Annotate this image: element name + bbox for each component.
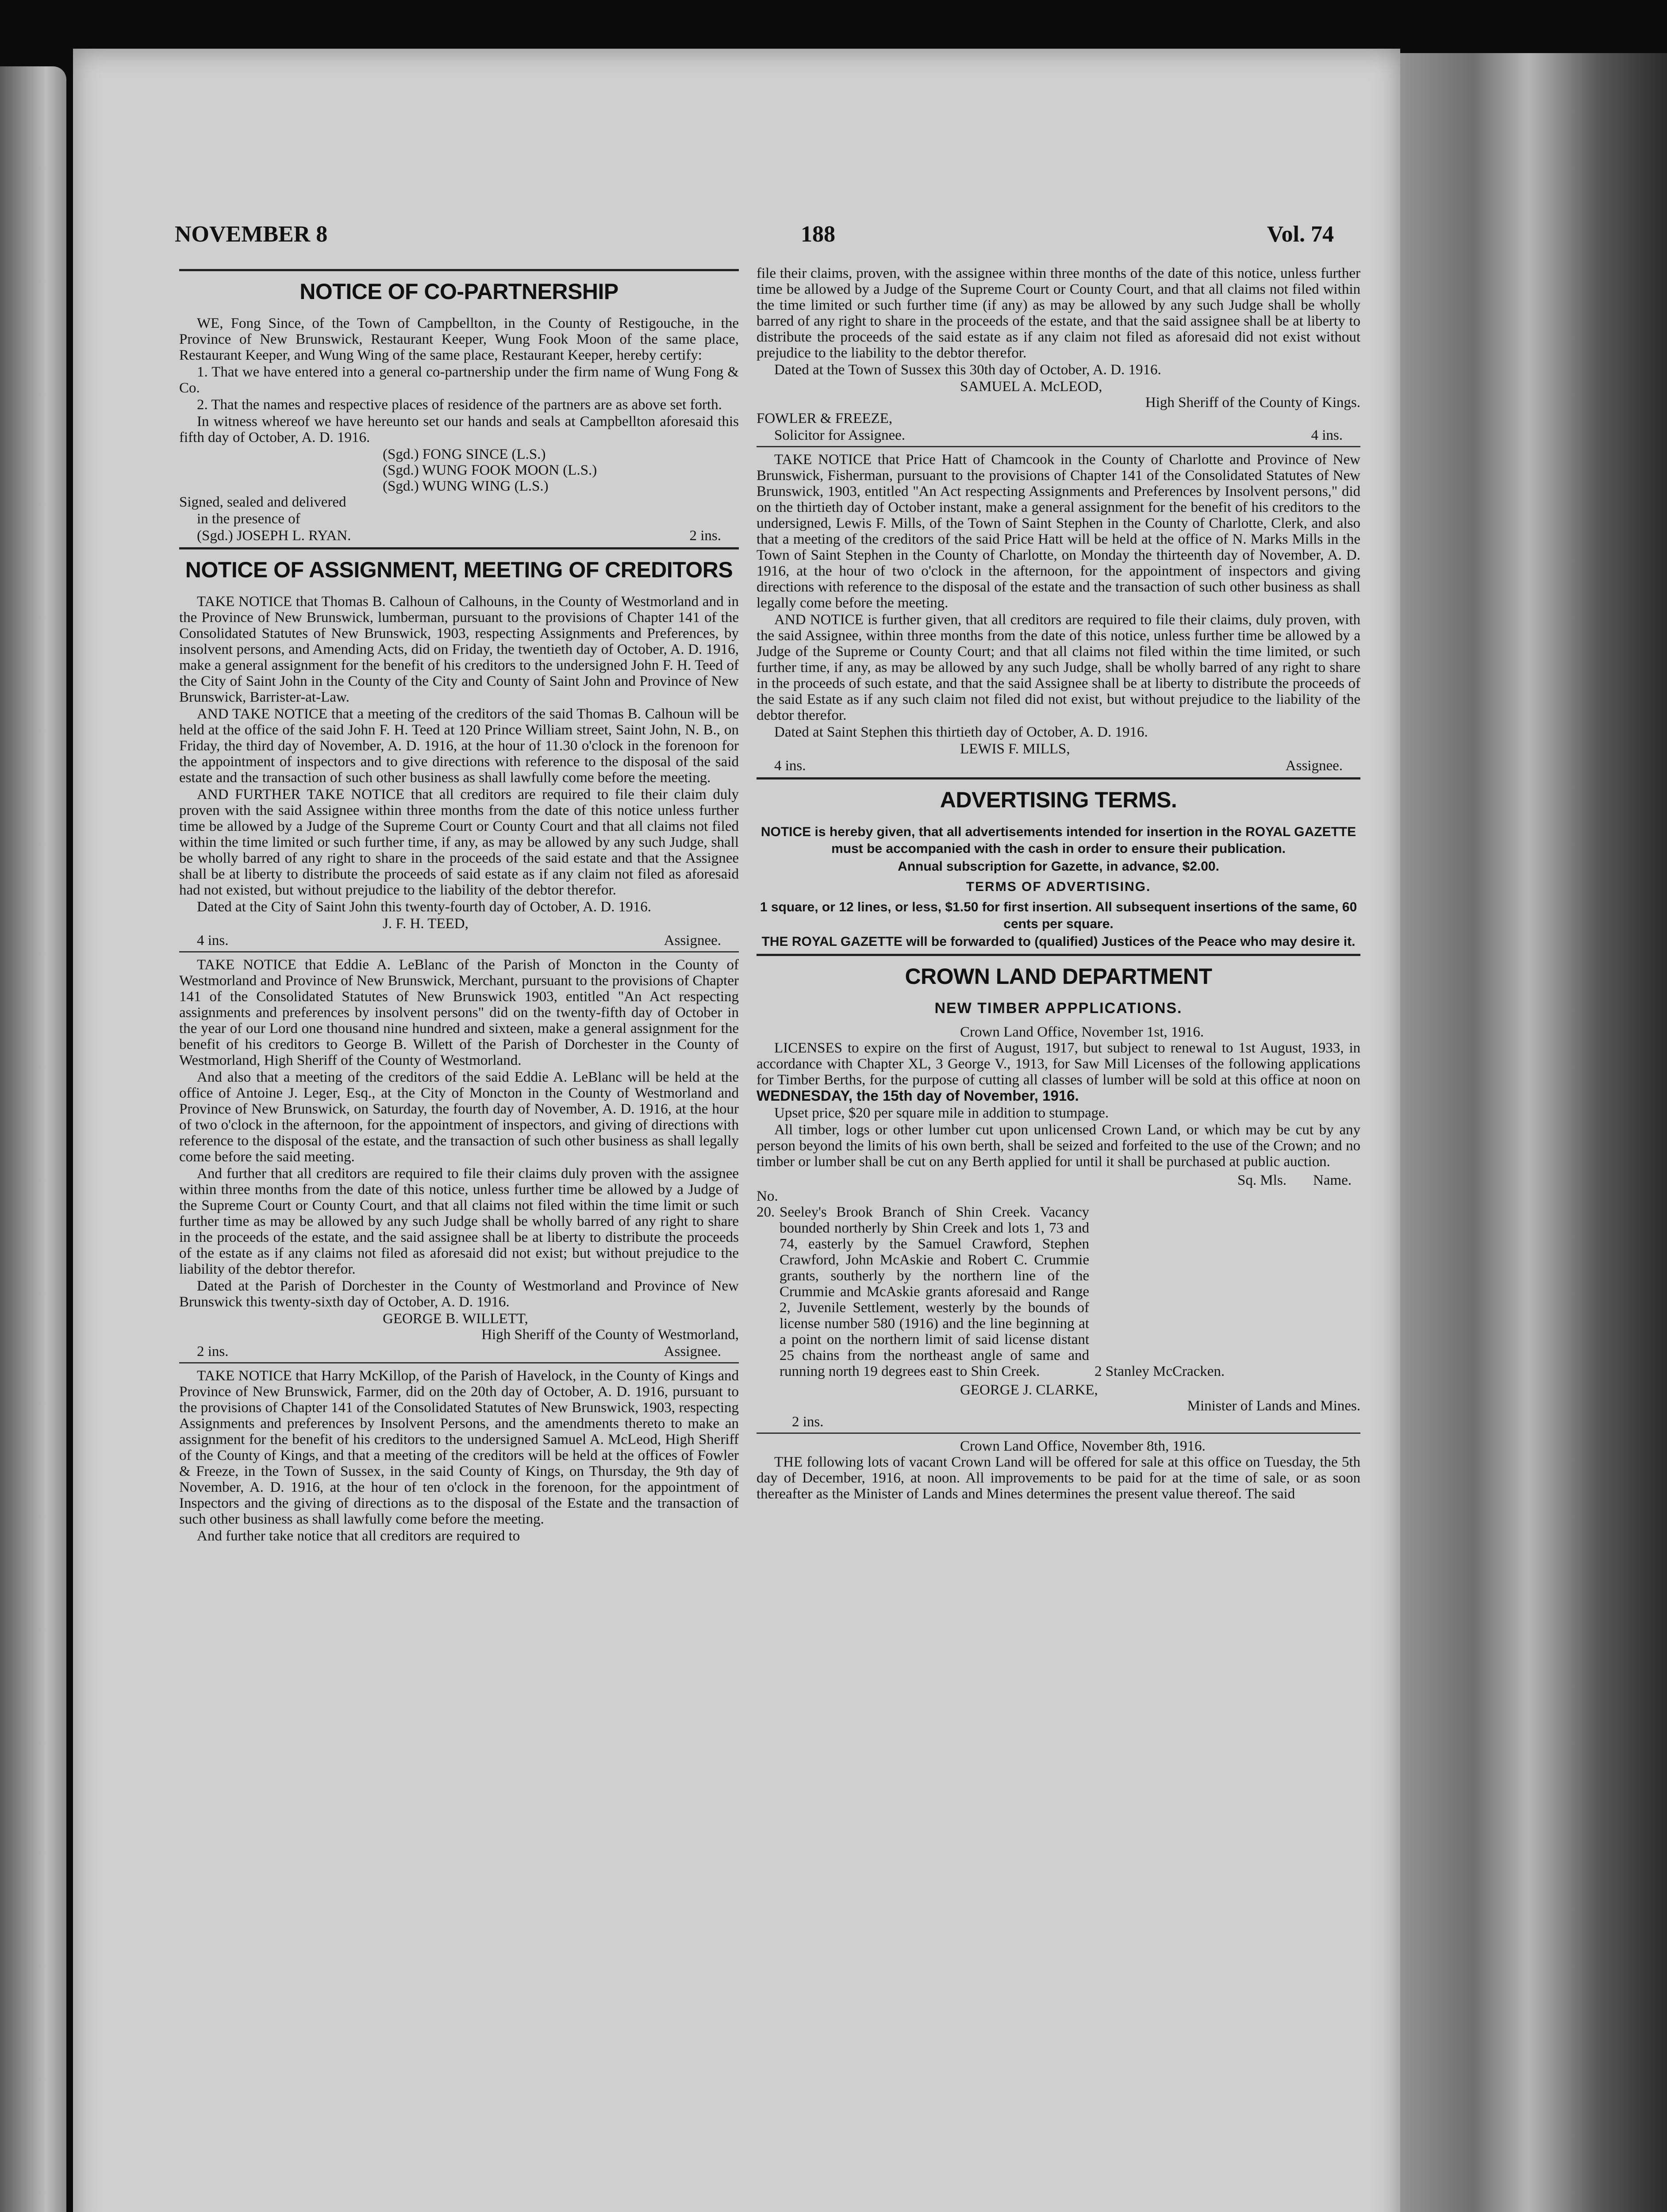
calhoun-signature: J. F. H. TEED, — [383, 916, 469, 932]
divider — [757, 954, 1360, 956]
gazette-page — [73, 49, 1400, 2212]
divider — [757, 777, 1360, 780]
divider — [757, 1432, 1360, 1434]
solicitor-role: Solicitor for Assignee. — [774, 427, 906, 443]
table-header — [757, 1172, 1360, 1188]
leblanc-notice: TAKE NOTICE that Eddie A. LeBlanc of the Parish of Moncton in the County of Westmorland and Province of New Brunswick, Merchant, pursuant to the provisions of Chapter 141 of the Consolidated Statutes of New Brunswick 1903, entitled "An Act respecting assignments and preferences by insolvent persons" did on the twenty-fifth day of October in the year of our Lord one thousand nine hundred and sixteen, make a general assignment for the benefit of his creditors to George B. Willett of the Parish of Dorchester in the County of Westmorland, High Sheriff of the County of Westmorland. — [179, 957, 739, 1068]
mckillop-footer — [757, 427, 1360, 443]
divider — [179, 951, 739, 952]
hatt-notice: TAKE NOTICE that Price Hatt of Chamcook in the County of Charlotte and Province of New Brunswick, Fisherman, pursuant to the provisions of Chapter 141 of the Consolidated Statutes of New Brunswick, 1903, entitled "An Act respecting Assignments and Preferences by Insolvent persons," did on the thirtieth day of October instant, make a general assignment for the benefit of his creditors to the undersigned, Lewis F. Mills, of the Town of Saint Stephen in the County of Charlotte, Clerk, and also that a meeting of the creditors of the said Price Hatt will be held at the office of N. Marks Mills in the Town of Saint Stephen in the County of Charlotte, on Monday the thirteenth day of November, A. D. 1916, at the hour of two o'clock in the afternoon, for the appointment of inspectors and giving directions with reference to the disposal of the estate and the transaction of such other business as shall legally come before the meeting. — [757, 452, 1360, 611]
divider — [757, 446, 1360, 447]
calhoun-notice: TAKE NOTICE that Thomas B. Calhoun of Calhouns, in the County of Westmorland and in the Province of New Brunswick, lumberman, pursuant to the provisions of Chapter 141 of the Consolidated Statutes of New Brunswick, 1903, respecting Assignments and Preferences, by insolvent persons, and Amending Acts, did on Friday, the twentieth day of October, A. D. 1916, make a general assignment for the benefit of his creditors to the undersigned John F. H. Teed of the City of Saint John in the County of the City and County of Saint John and Province of New Brunswick, Barrister-at-Law. — [179, 594, 739, 705]
calhoun-footer — [179, 933, 739, 949]
signatory-role: Assignee. — [1285, 758, 1343, 774]
left-page-edge — [0, 66, 66, 2212]
timber-lots-table — [757, 1172, 1360, 1379]
solicitor-name: FOWLER & FREEZE, — [757, 411, 893, 426]
leblanc-claims: And further that all creditors are required to file their claims duly proven with the assignee within three months from the date of this notice, unless further time be allowed by a Judge of the Supreme Court or County Court, and that all claims not filed within the time limit or such further time as may be allowed by any such Judge shall be wholly barred of any right to share in the proceeds of the estate, and the said assignee shall be at liberty to distribute the proceeds of the estate as if any claims not filed as aforesaid did not exist; but without prejudice to the liability of the debtor therefor. — [179, 1166, 739, 1277]
crown-land-subheading: NEW TIMBER APPPLICATIONS. — [934, 1000, 1183, 1017]
copartnership-intro: WE, Fong Since, of the Town of Campbellton, in the County of Restigouche, in the Province of New Brunswick, Restaurant Keeper, Wung Fook Moon of the same place, Restaurant Keeper, and Wung Wing of the same place, Restaurant Keeper, hereby certify: — [179, 315, 739, 363]
copartnership-heading: NOTICE OF CO-PARTNERSHIP — [300, 279, 618, 304]
hatt-dated: Dated at Saint Stephen this thirtieth day of October, A. D. 1916. — [774, 724, 1148, 740]
insertion-count: 2 ins. — [689, 528, 721, 544]
insertion-count: 4 ins. — [774, 758, 806, 774]
crown-land-signature: GEORGE J. CLARKE, — [960, 1382, 1098, 1398]
hatt-claims: AND NOTICE is further given, that all creditors are required to file their claims, duly proven, with the said Assignee, within three months from the date of this notice, unless further time be allowed by a Judge of the Supreme or County Court; and that all claims not filed within the time limited, or such further time, if any, as may be allowed by any such Judge, shall be wholly barred of any right to share in the proceeds of such estate, and that the said Assignee shall be at liberty to distribute the proceeds of the said Estate as if any such claim not filed did not exist, but without prejudice to the liability of the debtor therefor. — [757, 612, 1360, 723]
witness-signature-line — [179, 528, 739, 544]
advertising-heading: ADVERTISING TERMS. — [940, 787, 1177, 812]
running-head — [175, 221, 1334, 257]
vacant-land-notice: THE following lots of vacant Crown Land will be offered for sale at this office on Tuesday, the 5th day of December, 1916, at noon. All improvements to be paid for at the time of sale, or as soon thereafter as the Minister of Lands and Mines determines the present value thereof. The said — [757, 1454, 1360, 1502]
presence-line: in the presence of — [197, 511, 300, 527]
office-dateline-2: Crown Land Office, November 8th, 1916. — [960, 1438, 1206, 1454]
licenses-text: LICENSES to expire on the first of August, 1917, but subject to renewal to 1st August, 1933, in accordance with Chapter XL, 3 George V., 1913, for Saw Mill Licenses of the following applications for Timber Berths, for the purpose of cutting all classes of lumber will be sold at this office at noon on — [757, 1040, 1360, 1088]
insertion-count: 4 ins. — [1311, 427, 1343, 443]
assignment-heading: NOTICE OF ASSIGNMENT, MEETING OF CREDITORS — [185, 557, 733, 582]
lot-applicant: Stanley McCracken. — [1105, 1363, 1225, 1379]
mckillop-claims-start: And further take notice that all creditors are required to — [197, 1528, 520, 1544]
office-dateline-1: Crown Land Office, November 1st, 1916. — [960, 1024, 1204, 1040]
crown-land-heading: CROWN LAND DEPARTMENT — [905, 964, 1212, 989]
left-column — [179, 265, 739, 1840]
column-header-no: No. — [757, 1188, 778, 1204]
copartnership-item-2: 2. That the names and respective places of residence of the partners are as above set forth. — [197, 397, 722, 413]
advertising-notice: NOTICE is hereby given, that all advertisements intended for insertion in the ROYAL GAZETTE must be accompanied with the cash in order to ensure their publication. — [761, 825, 1356, 856]
hatt-signature: LEWIS F. MILLS, — [960, 741, 1070, 757]
leblanc-dated: Dated at the Parish of Dorchester in the County of Westmorland and Province of New Brunswick this twenty-sixth day of October, A. D. 1916. — [179, 1278, 739, 1310]
sale-date: WEDNESDAY, the 15th day of November, 1916. — [757, 1087, 1079, 1104]
leblanc-meeting: And also that a meeting of the creditors of the said Eddie A. LeBlanc will be held at the office of Antoine J. Leger, Esq., at the City of Moncton in the County of Westmorland and Province of New Brunswick, on Saturday, the fourth day of November, A. D. 1916, at the hour of two o'clock in the afternoon, for the appointment of inspectors, and giving of directions with reference to the disposal of the estate, and the transaction of such other business as shall legally come before the said meeting. — [179, 1069, 739, 1165]
advertising-rates: 1 square, or 12 lines, or less, $1.50 for first insertion. All subsequent insertions of the same, 60 cents per square. — [760, 900, 1357, 931]
table-row — [757, 1204, 1360, 1379]
volume-number: Vol. 74 — [1267, 222, 1334, 247]
mckillop-signature: SAMUEL A. McLEOD, — [960, 379, 1102, 395]
insertion-count: 2 ins. — [792, 1414, 824, 1430]
divider — [179, 269, 739, 271]
mckillop-notice: TAKE NOTICE that Harry McKillop, of the Parish of Havelock, in the County of Kings and Province of New Brunswick, Farmer, did on the 20th day of October, A. D. 1916, pursuant to the provisions of Chapter 141 of the Consolidated Statutes of New Brunswick, 1903, respecting Assignments and preferences by Insolvent Persons, and the amendments thereto to make an assignment for the benefit of his creditors to the undersigned Samuel A. McLeod, High Sheriff of the County of Kings, and that a meeting of the creditors will be held at the offices of Fowler & Freeze, in the Town of Sussex, in the said County of Kings, on Thursday, the 9th day of November, A. D. 1916, at the hour of ten o'clock in the forenoon, for the appointment of Inspectors and the giving of directions as to the disposal of the Estate and the transaction of such other business as shall lawfully come before the meeting. — [179, 1368, 739, 1527]
crown-land-title: Minister of Lands and Mines. — [1187, 1398, 1360, 1414]
book-page-stack — [1389, 53, 1667, 2212]
signatory-role: Assignee. — [664, 933, 721, 949]
signature-3: (Sgd.) WUNG WING (L.S.) — [383, 478, 549, 494]
justices-note: THE ROYAL GAZETTE will be forwarded to (qualified) Justices of the Peace who may desire it. — [761, 934, 1356, 949]
leblanc-signature: GEORGE B. WILLETT, — [383, 1311, 528, 1327]
timber-rules: All timber, logs or other lumber cut upon unlicensed Crown Land, or which may be cut by any person beyond the limits of his own berth, shall be seized and forfeited to the use of the Crown; and no timber or lumber shall be cut on any Berth applied for until it shall be purchased at public auction. — [757, 1122, 1360, 1170]
mckillop-claims-continued: file their claims, proven, with the assignee within three months of the date of this notice, unless further time be allowed by a Judge of the Supreme Court or County Court, and that all claims not filed within the time limited or such further time (if any) as may be allowed by any such Judge shall be wholly barred of any right to share in the proceeds of the estate, and that the said assignee shall be at liberty to distribute the proceeds of the said estate as if any claim not filed as aforesaid did not exist without prejudice to the liability to the debtor therefor. — [757, 265, 1360, 361]
lot-description: Seeley's Brook Branch of Shin Creek. Vacancy bounded northerly by Shin Creek and lots 1, 73 and 74, easterly by the Samuel Crawford, Stephen Crawford, John McAskie and Robert C. Crummie grants, southerly by the northern line of the Crummie and McAskie grants aforesaid and Range 2, Juvenile Settlement, westerly by the bounds of license number 580 (1916) and the line beginning at a point on the northern limit of said license distant 25 chains from the northeast angle of same and running north 19 degrees east to Shin Creek. — [780, 1204, 1089, 1379]
column-header-sqmls: Sq. Mls. — [1237, 1172, 1287, 1188]
signature-1: (Sgd.) FONG SINCE (L.S.) — [383, 446, 546, 462]
insertion-count: 2 ins. — [197, 1344, 229, 1359]
mckillop-title: High Sheriff of the County of Kings. — [1145, 395, 1360, 411]
calhoun-dated: Dated at the City of Saint John this twenty-fourth day of October, A. D. 1916. — [197, 899, 652, 915]
upset-price: Upset price, $20 per square mile in addition to stumpage. — [774, 1105, 1109, 1121]
leblanc-footer — [179, 1344, 739, 1359]
signed-line: Signed, sealed and delivered — [179, 494, 346, 510]
copartnership-witness: In witness whereof we have hereunto set our hands and seals at Campbellton aforesaid this fifth day of October, A. D. 1916. — [179, 414, 739, 445]
hatt-footer — [757, 758, 1360, 774]
column-header-name: Name. — [1313, 1172, 1352, 1188]
signature-2: (Sgd.) WUNG FOOK MOON (L.S.) — [383, 462, 597, 478]
copartnership-item-1: 1. That we have entered into a general co-partnership under the firm name of Wung Fong & Co. — [179, 364, 739, 396]
issue-date: NOVEMBER 8 — [175, 222, 328, 247]
witness-signature: (Sgd.) JOSEPH L. RYAN. — [197, 528, 351, 544]
right-column — [757, 265, 1360, 2093]
divider — [179, 547, 739, 549]
licenses-notice — [757, 1040, 1360, 1104]
subscription-price: Annual subscription for Gazette, in advance, $2.00. — [898, 859, 1219, 874]
divider — [179, 1362, 739, 1363]
page-number: 188 — [801, 222, 835, 247]
lot-number: 20. — [757, 1204, 775, 1220]
advertising-terms — [757, 824, 1360, 950]
calhoun-meeting: AND TAKE NOTICE that a meeting of the creditors of the said Thomas B. Calhoun will be held at the office of the said John F. H. Teed at 120 Prince William street, Saint John, N. B., on Friday, the third day of November, A. D. 1916, at the hour of 11.30 o'clock in the forenoon for the appointment of inspectors and to give directions with reference to the disposal of the said estate and the transaction of such other business as shall lawfully come before the meeting. — [179, 706, 739, 786]
terms-heading: TERMS OF ADVERTISING. — [966, 879, 1151, 894]
mckillop-dated: Dated at the Town of Sussex this 30th day of October, A. D. 1916. — [774, 362, 1161, 378]
lot-sqmls: 2 — [1095, 1363, 1102, 1379]
signatory-role: Assignee. — [664, 1344, 721, 1359]
leblanc-title: High Sheriff of the County of Westmorland, — [481, 1327, 739, 1343]
lot-area-name — [1095, 1204, 1360, 1379]
calhoun-claims: AND FURTHER TAKE NOTICE that all creditors are required to file their claim duly proven with the said Assignee within three months from the date of this notice unless further time be allowed by a Judge of the Supreme Court or County Court and that all claims not filed within the time limited or such further time, if any, as may be allowed by any such Judge, shall be wholly barred of any right to share in the proceeds of the said estate and that the Assignee shall be at liberty to distribute the proceeds of said estate as if any claim not filed as aforesaid had not existed, but without prejudice to the liability of the debtor therefor. — [179, 787, 739, 898]
insertion-count: 4 ins. — [197, 933, 229, 949]
